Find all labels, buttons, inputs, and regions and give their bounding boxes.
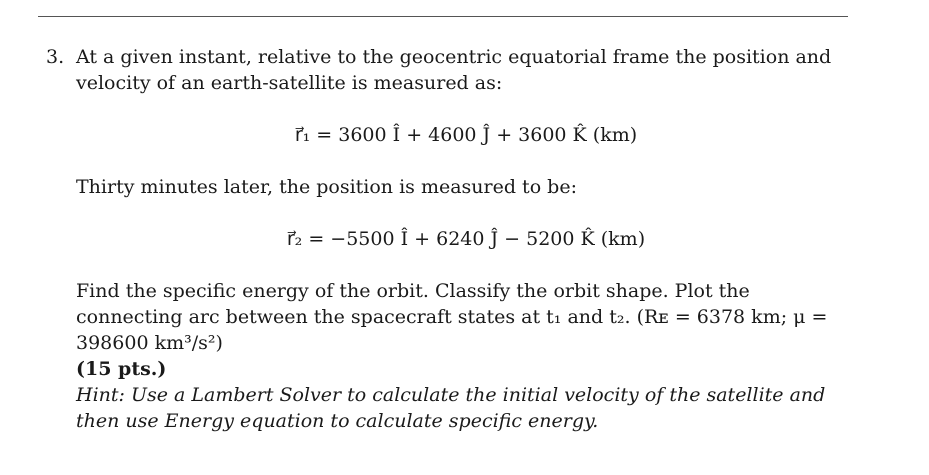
problem-task: Find the specific energy of the orbit. Classify the orbit shape. Plot the connecting arc between the spacecraft states at t₁ and t₂. (Rᴇ = 6378 km; μ = 398600 km³/s²) [76, 280, 828, 354]
equation-r2: r⃗₂ = −5500 Î + 6240 Ĵ − 5200 K̂ (km) [286, 228, 646, 250]
problem-body [76, 44, 856, 434]
problem-intro: At a given instant, relative to the geocentric equatorial frame the position and velocity of an earth-satellite is measured as: [76, 46, 832, 94]
problem-middle-text: Thirty minutes later, the position is measured to be: [76, 176, 577, 198]
equation-r1: r⃗₁ = 3600 Î + 4600 Ĵ + 3600 K̂ (km) [294, 124, 638, 146]
problem-3 [46, 44, 856, 434]
problem-points: (15 pts.) [76, 358, 167, 380]
problem-hint: Hint: Use a Lambert Solver to calculate the initial velocity of the satellite and then use Energy equation to calculate specific energy. [76, 384, 826, 432]
problem-number: 3. [46, 46, 65, 68]
top-rule [38, 16, 848, 17]
